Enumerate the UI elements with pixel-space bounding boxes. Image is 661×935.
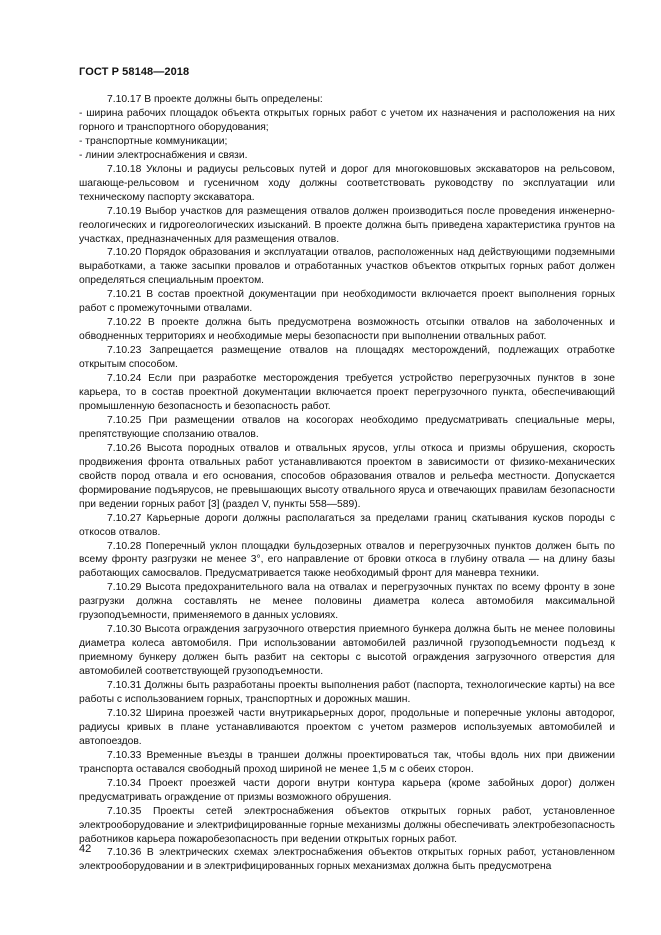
paragraph: 7.10.30 Высота ограждения загрузочного отверстия приемного бункера должна быть не менее половины диаметра колеса автомобиля. При использовании автомобилей различной грузоподъемности подъезд к приемному бункеру должен быть разбит на секторы с высотой ограждения загрузочного отверстия для автомобилей соответствующей грузоподъемности.	[79, 624, 615, 678]
paragraph: 7.10.26 Высота породных отвалов и отвальных ярусов, углы откоса и призмы обрушения, скорость продвижения фронта отвальных работ устанавливаются проектом в зависимости от физико-механических свойств пород отвала и его основания, способов образования отвалов и рельефа местности. Допускается формирование подъярусов, не превышающих высоту отвального яруса и отвечающих правилам безопасности при ведении горных работ [3] (раздел V, пункты 558—589).	[79, 442, 615, 510]
page-number: 42	[79, 843, 92, 855]
paragraph: 7.10.32 Ширина проезжей части внутрикарьерных дорог, продольные и поперечные уклоны автодорог, радиусы кривых в плане устанавливаются проектом с учетом размеров используемых автомобилей и автопоездов.	[79, 707, 615, 747]
paragraph: 7.10.24 Если при разработке месторождения требуется устройство перегрузочных пунктов в зоне карьера, то в состав проектной документации включается проект перегрузочного пункта, обеспечивающий промышленную безопасность и безопасность работ.	[79, 373, 615, 412]
paragraph: 7.10.31 Должны быть разработаны проекты выполнения работ (паспорта, технологические карты) на все работы с использованием горных, транспортных и дорожных машин.	[79, 680, 615, 705]
paragraph: 7.10.17 В проекте должны быть определены:	[107, 94, 323, 105]
paragraph: 7.10.20 Порядок образования и эксплуатации отвалов, расположенных над действующими подземными выработками, а также засыпки провалов и отработанных участков объектов открытых горных работ должен определяться специальным проектом.	[79, 247, 615, 287]
paragraph: 7.10.19 Выбор участков для размещения отвалов должен производиться после проведения инженерно-геологических и гидрогеологических изысканий. В проекте должна быть приведена характеристика грунтов на участках, предназначенных для размещения отвалов.	[79, 205, 615, 245]
paragraph: 7.10.34 Проект проезжей части дороги внутри контура карьера (кроме забойных дорог) должен предусматривать ограждение от призмы возможного обрушения.	[79, 777, 615, 803]
paragraph: 7.10.28 Поперечный уклон площадки бульдозерных отвалов и перегрузочных пунктов должен быть по всему фронту разгрузки не менее 3°, его направление от бровки откоса в глубину отвала — на длину базы работающих самосвалов. Предусматривается также необходимый фронт для маневра техники.	[79, 540, 615, 580]
paragraph: 7.10.29 Высота предохранительного вала на отвалах и перегрузочных пунктах по всему фронту в зоне разгрузки должна составлять не менее половины диаметра колеса автомобиля максимальной грузоподъемности, применяемого в данных условиях.	[79, 582, 615, 622]
paragraph: 7.10.21 В состав проектной документации при необходимости включается проект выполнения горных работ с промежуточными отвалами.	[79, 289, 615, 315]
paragraph: 7.10.18 Уклоны и радиусы рельсовых путей и дорог для многоковшовых экскаваторов на рельсовом, шагающе-рельсовом и гусеничном ходу должны соответствовать руководству по эксплуатации или техническому паспорту экскаватора.	[79, 163, 615, 203]
paragraph: 7.10.27 Карьерные дороги должны располагаться за пределами границ скатывания кусков породы с откосов отвалов.	[79, 512, 615, 538]
list-item: - транспортные коммуникации;	[79, 135, 228, 147]
paragraph: 7.10.35 Проекты сетей электроснабжения объектов открытых горных работ, установленное электрооборудование и электрифицированные горные механизмы должны обеспечивать электробезопасность работников карьера пожаробезопасность при ведении открытых горных работ.	[79, 805, 615, 845]
paragraph: 7.10.25 При размещении отвалов на косогорах необходимо предусматривать специальные меры, препятствующие сползанию отвалов.	[79, 414, 615, 440]
paragraph: 7.10.23 Запрещается размещение отвалов на площадях месторождений, подлежащих отработке открытым способом.	[79, 345, 615, 371]
document-body	[79, 93, 615, 874]
paragraph: 7.10.33 Временные въезды в траншеи должны проектироваться так, чтобы вдоль них при движении транспорта оставался свободный проход шириной не менее 1,5 м с обеих сторон.	[79, 749, 615, 775]
list-item: - линии электроснабжения и связи.	[79, 149, 248, 161]
document-header: ГОСТ Р 58148—2018	[79, 66, 190, 78]
paragraph: 7.10.22 В проекте должна быть предусмотрена возможность отсыпки отвалов на заболоченных и обводненных территориях и необходимые меры безопасности при выполнении отвальных работ.	[79, 317, 615, 343]
paragraph: 7.10.36 В электрических схемах электроснабжения объектов открытых горных работ, установленном электрооборудовании и в электрифицированных горных механизмах должна быть предусмотрена	[79, 847, 615, 873]
list-item: - ширина рабочих площадок объекта открытых горных работ с учетом их назначения и расположения на них горного и транспортного оборудования;	[79, 107, 615, 133]
